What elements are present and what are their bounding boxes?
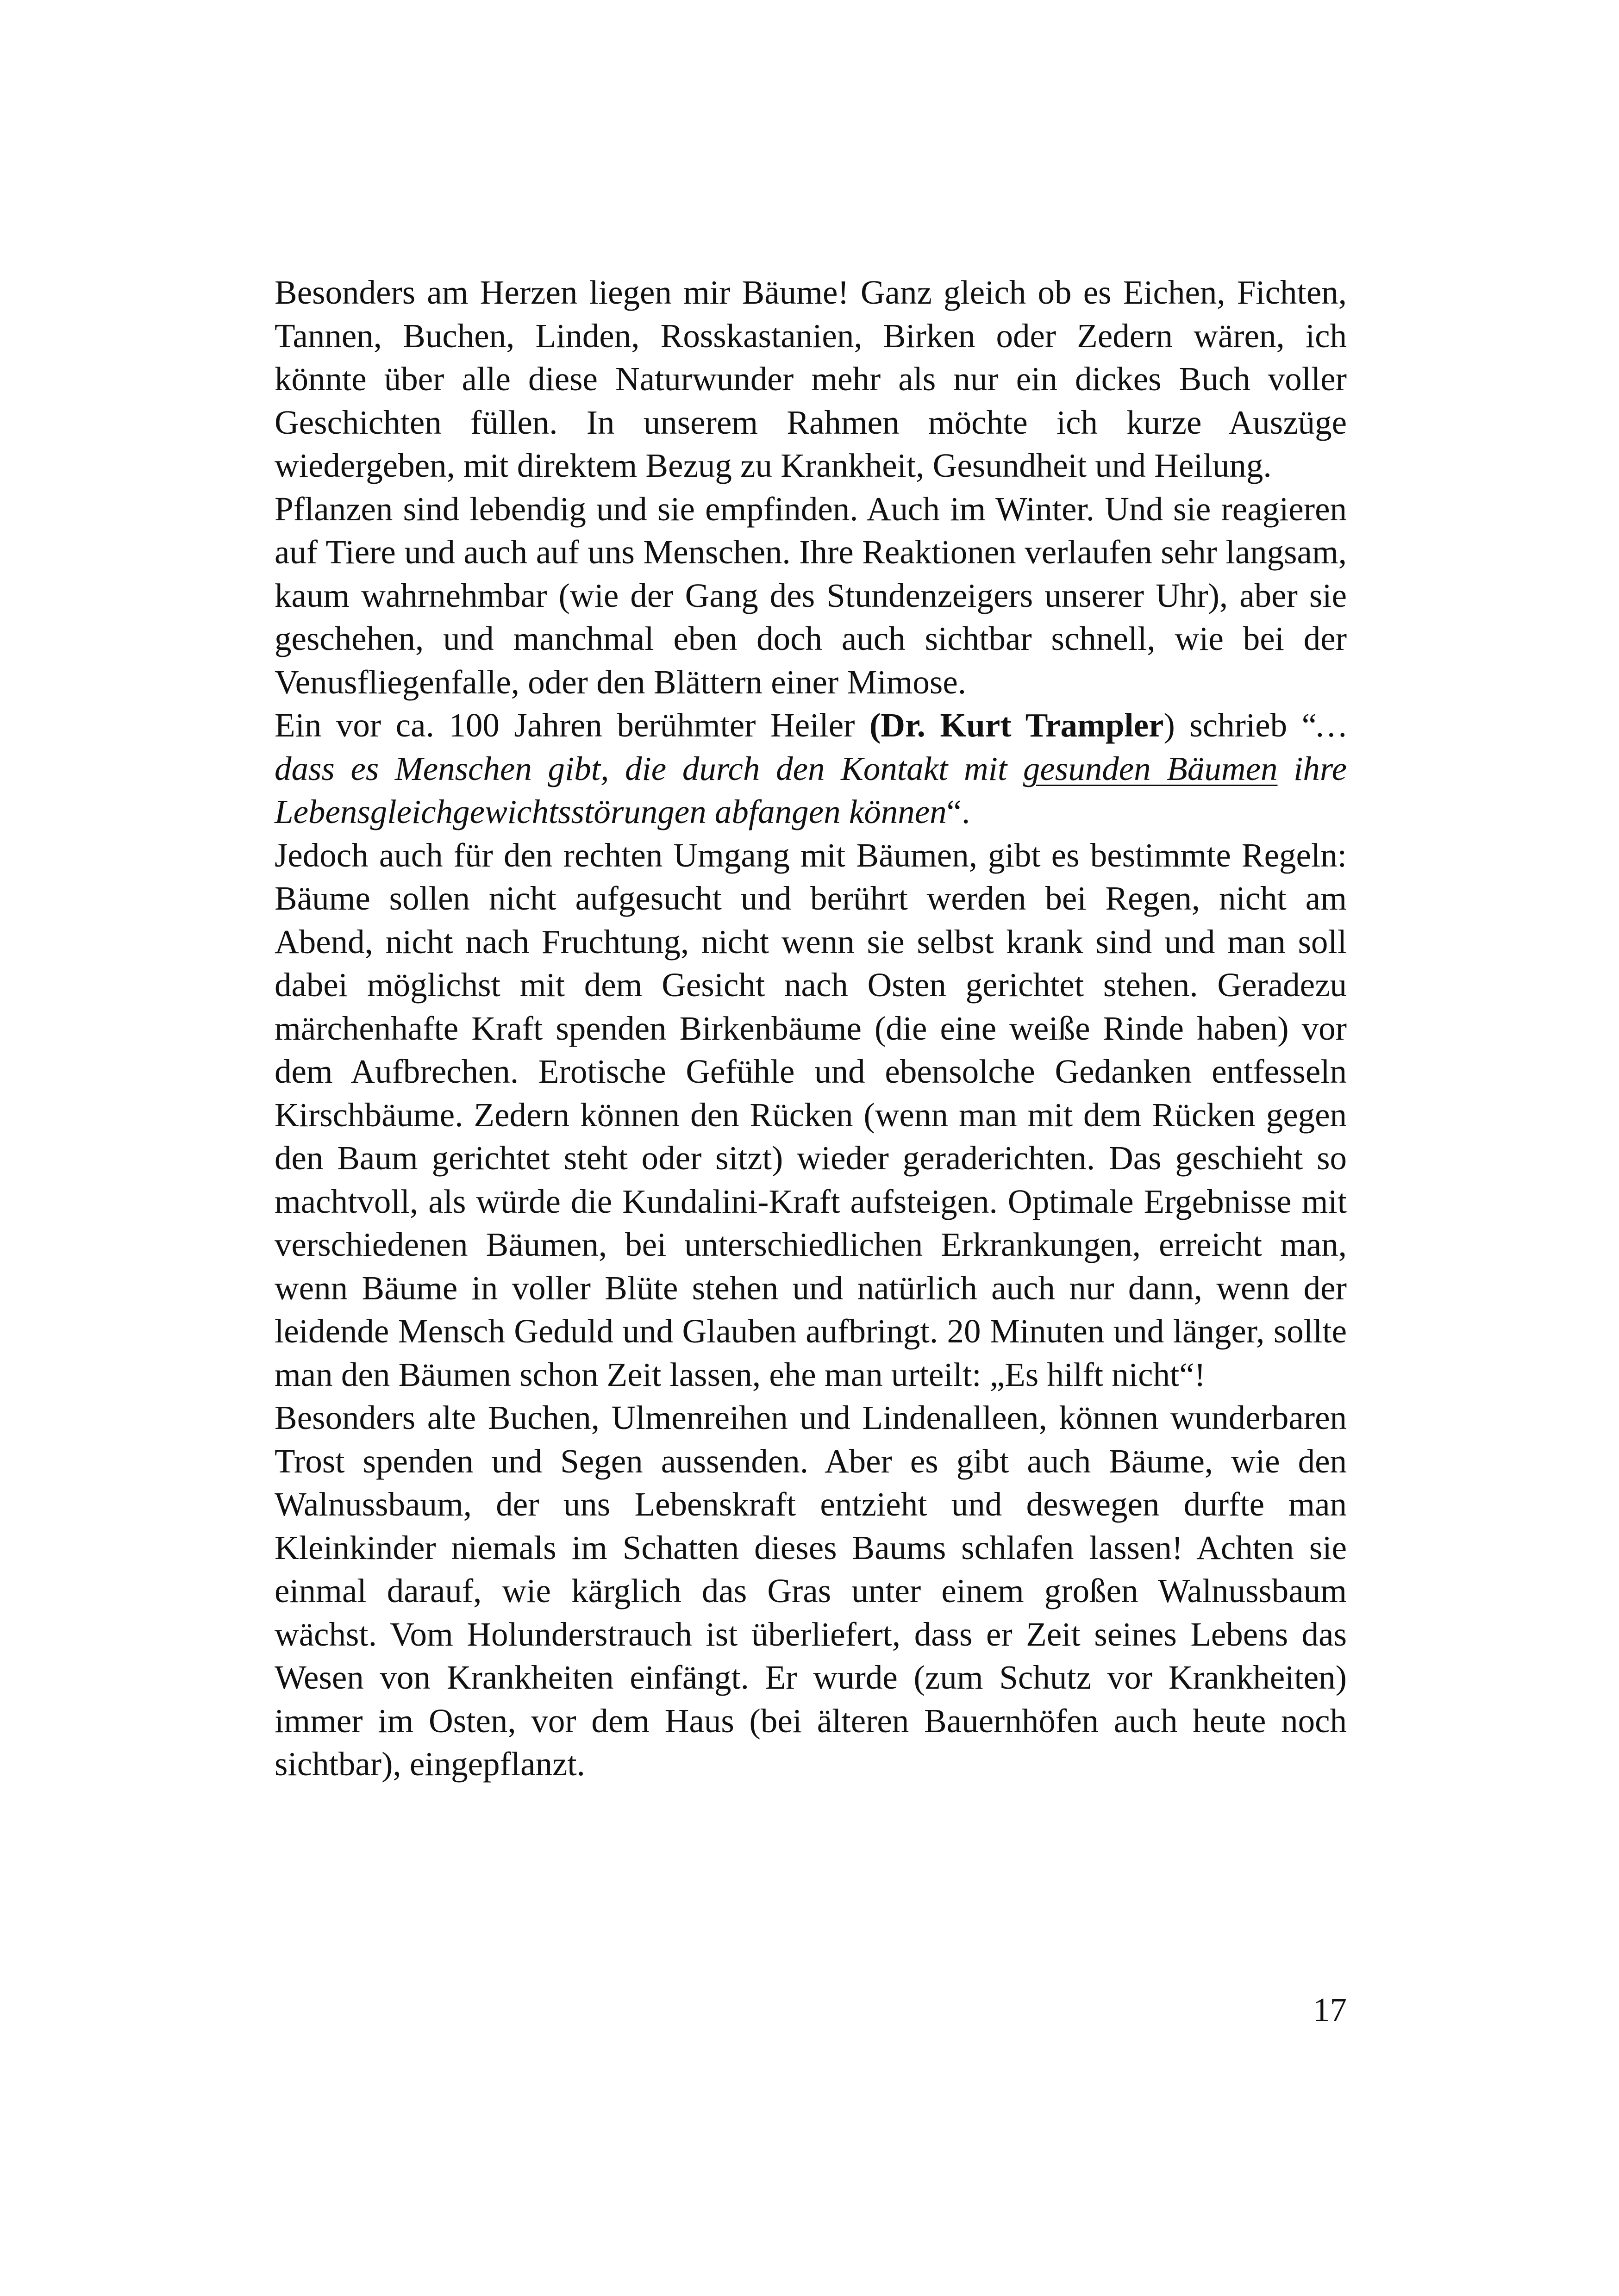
quote-end: ihre Lebensgleichgewichtsstörungen abfangen können [275, 749, 1347, 830]
quote-underlined: gesunden Bäumen [1023, 749, 1278, 787]
author-name: (Dr. Kurt Trampler [869, 706, 1164, 744]
body-text [275, 271, 1347, 1786]
quote-after-name: ) schrieb “ [1163, 706, 1317, 744]
paragraph-old-trees: Besonders alte Buchen, Ulmenreihen und Lindenalleen, können wunderbaren Trost spenden und Segen aussenden. Aber es gibt auch Bäume, wie den Walnussbaum, der uns Lebenskraft entzieht und deswegen durfte man Kleinkinder niemals im Schatten dieses Baums schlafen lassen! Achten sie einmal darauf, wie kärglich das Gras unter einem großen Walnussbaum wächst. Vom Holunderstrauch ist überliefert, dass er Zeit seines Lebens das Wesen von Krankheiten einfängt. Er wurde (zum Schutz vor Krankheiten) immer im Osten, vor dem Haus (bei älteren Bauernhöfen auch heute noch sichtbar), eingepflanzt. [275, 1399, 1347, 1783]
paragraph-trampler-quote [275, 704, 1347, 834]
quote-closing: “. [946, 793, 970, 830]
paragraph-tree-rules: Jedoch auch für den rechten Umgang mit Bäumen, gibt es bestimmte Regeln: Bäume sollen nicht aufgesucht und berührt werden bei Regen, nicht am Abend, nicht nach Fruchtung, nicht wenn sie selbst krank sind und man soll dabei möglichst mit dem Gesicht nach Osten gerichtet stehen. Geradezu märchenhafte Kraft spenden Birkenbäume (die eine weiße Rinde haben) vor dem Aufbrechen. Erotische Gefühle und ebensolche Gedanken entfesseln Kirschbäume. Zedern können den Rücken (wenn man mit dem Rücken gegen den Baum gerichtet steht oder sitzt) wieder geraderichten. Das geschieht so machtvoll, als würde die Kundalini-Kraft aufsteigen. Optimale Ergebnisse mit verschiedenen Bäumen, bei unterschiedlichen Erkrankungen, erreicht man, wenn Bäume in voller Blüte stehen und natürlich auch nur dann, wenn der leidende Mensch Geduld und Glauben aufbringt. 20 Minuten und länger, sollte man den Bäumen schon Zeit lassen, ehe man urteilt: „Es hilft nicht“! [275, 836, 1347, 1393]
page-number: 17 [1313, 1991, 1347, 2028]
quote-start: … dass es Menschen gibt, die durch den Kontakt mit [275, 706, 1347, 787]
quote-intro: Ein vor ca. 100 Jahren berühmter Heiler [275, 706, 869, 744]
paragraph-plants-alive: Pflanzen sind lebendig und sie empfinden. Auch im Winter. Und sie reagieren auf Tiere und auch auf uns Menschen. Ihre Reaktionen verlaufen sehr langsam, kaum wahrnehmbar (wie der Gang des Stundenzeigers unserer Uhr), aber sie geschehen, und manchmal eben doch auch sichtbar schnell, wie bei der Venusfliegenfalle, oder den Blättern einer Mimose. [275, 490, 1347, 701]
paragraph-trees-intro: Besonders am Herzen liegen mir Bäume! Ganz gleich ob es Eichen, Fichten, Tannen, Buchen, Linden, Rosskastanien, Birken oder Zedern wären, ich könnte über alle diese Naturwunder mehr als nur ein dickes Buch voller Geschichten füllen. In unserem Rahmen möchte ich kurze Auszüge wiedergeben, mit direktem Bezug zu Krankheit, Gesundheit und Heilung. [275, 274, 1347, 484]
